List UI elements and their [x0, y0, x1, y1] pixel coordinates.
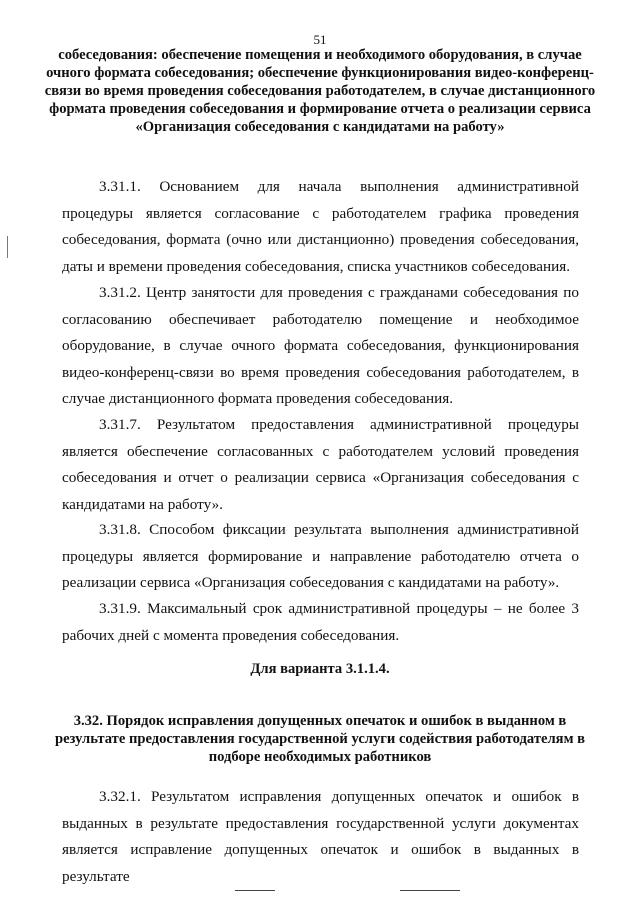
paragraph-3-31-7: 3.31.7. Результатом предоставления административной процедуры является обеспечение согласованных с работодателем условий проведения собеседования и отчет о реализации сервиса «Организация собеседования с кандидатами на работу». — [62, 416, 579, 513]
paragraph-3-31-1: 3.31.1. Основанием для начала выполнения административной процедуры является согласование с работодателем графика проведения собеседования, формата (очно или дистанционно) проведения собеседования, даты и времени проведения собеседования, списка участников собеседования. — [62, 178, 579, 275]
variant-heading: Для варианта 3.1.1.4. — [250, 661, 390, 677]
section-heading-3-32: 3.32. Порядок исправления допущенных опечаток и ошибок в выданном в результате предоставления государственной услуги содействия работодателям в подборе необходимых работников — [54, 713, 586, 765]
scan-bottom-mark — [235, 890, 275, 891]
paragraph-3-32-1: 3.32.1. Результатом исправления допущенных опечаток и ошибок в выданных в результате предоставления государственной услуги документах является исправление допущенных опечаток и ошибок в выданных в результате — [62, 788, 579, 885]
page-number: 51 — [313, 32, 327, 47]
paragraph-3-31-8: 3.31.8. Способом фиксации результата выполнения административной процедуры является формирование и направление работодателю отчета о реализации сервиса «Организация собеседования с кандидатами на работу». — [62, 521, 579, 591]
section-heading-continuation: собеседования: обеспечение помещения и необходимого оборудования, в случае очного формата собеседования; обеспечение функционирования видео-конференц-связи во время проведения собеседования работодателем, в случае дистанционного формата проведения собеседования и формирование отчета о реализации сервиса «Организация собеседования с кандидатами на работу» — [44, 47, 596, 135]
paragraph-3-31-2: 3.31.2. Центр занятости для проведения с гражданами собеседования по согласованию обеспечивает работодателю помещение и необходимое оборудование, в случае очного формата собеседования, функционирования видео-конференц-связи во время проведения собеседования работодателем, в случае дистанционного формата проведения собеседования. — [62, 284, 579, 407]
scan-bottom-mark — [400, 890, 460, 891]
scan-margin-mark — [7, 236, 8, 258]
paragraph-3-31-9: 3.31.9. Максимальный срок административной процедуры – не более 3 рабочих дней с момента проведения собеседования. — [62, 600, 579, 644]
